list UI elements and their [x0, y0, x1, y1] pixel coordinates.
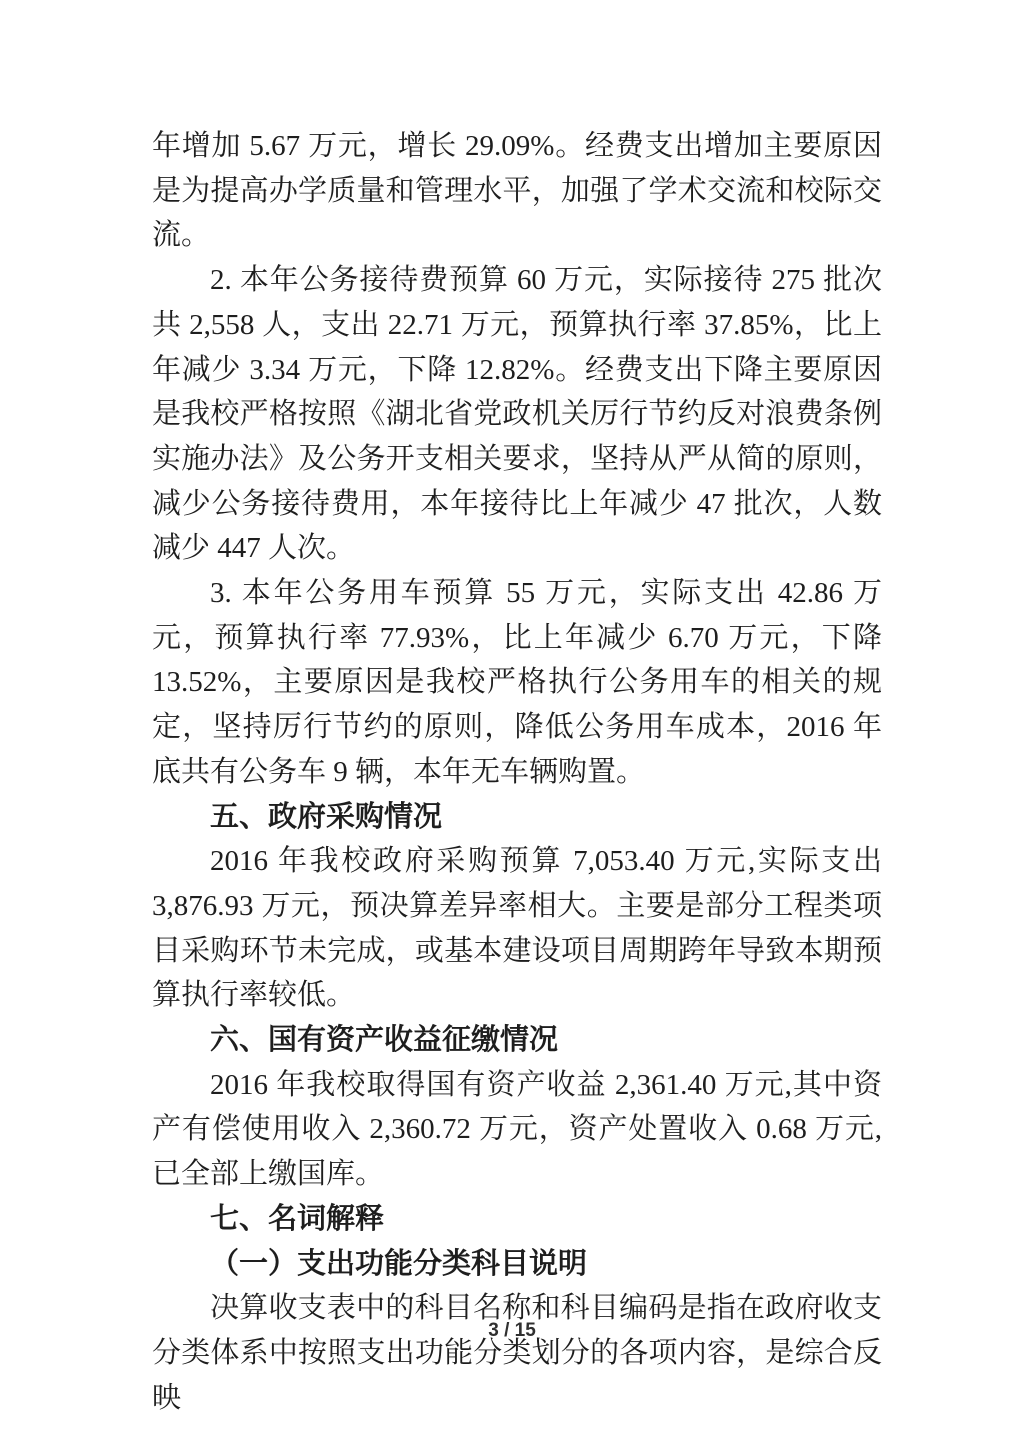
page-number: 3 / 15 [488, 1320, 536, 1341]
document-body [152, 124, 882, 1420]
subsection-heading-expenditure-classification: （一）支出功能分类科目说明 [210, 1247, 588, 1280]
paragraph-official-reception: 2. 本年公务接待费预算 60 万元，实际接待 275 批次共 2,558 人，支出 22.71 万元，预算执行率 37.85%，比上年减少 3.34 万元，下降 12.82%。经费支出下降主要原因是我校严格按照《湖北省党政机关厉行节约反对浪费条例实施办法》及公务开支相关要求，坚持从严从简的原则，减少公务接待费用，本年接待比上年减少 47 批次，人数减少 447 人次。 [152, 264, 882, 565]
section-heading-glossary: 七、名词解释 [210, 1202, 385, 1235]
section-heading-government-procurement: 五、政府采购情况 [210, 800, 443, 833]
paragraph-government-procurement: 2016 年我校政府采购预算 7,053.40 万元,实际支出 3,876.93 万元，预决算差异率相大。主要是部分工程类项目采购环节未完成，或基本建设项目周期跨年导致本期预算执行率较低。 [152, 845, 882, 1012]
paragraph-continued: 年增加 5.67 万元，增长 29.09%。经费支出增加主要原因是为提高办学质量和管理水平，加强了学术交流和校际交流。 [152, 130, 882, 252]
paragraph-expenditure-classification: 决算收支表中的科目名称和科目编码是指在政府收支分类体系中按照支出功能分类划分的各项内容，是综合反映 [152, 1292, 882, 1414]
paragraph-state-asset-income: 2016 年我校取得国有资产收益 2,361.40 万元,其中资产有偿使用收入 2,360.72 万元，资产处置收入 0.68 万元,已全部上缴国库。 [152, 1068, 882, 1191]
section-heading-state-asset-income: 六、国有资产收益征缴情况 [210, 1024, 559, 1057]
paragraph-official-vehicles: 3. 本年公务用车预算 55 万元，实际支出 42.86 万元，预算执行率 77.93%，比上年减少 6.70 万元，下降 13.52%，主要原因是我校严格执行公务用车的相关的规定，坚持厉行节约的原则，降低公务用车成本，2016 年底共有公务车 9 辆，本年无车辆购置。 [152, 577, 882, 788]
